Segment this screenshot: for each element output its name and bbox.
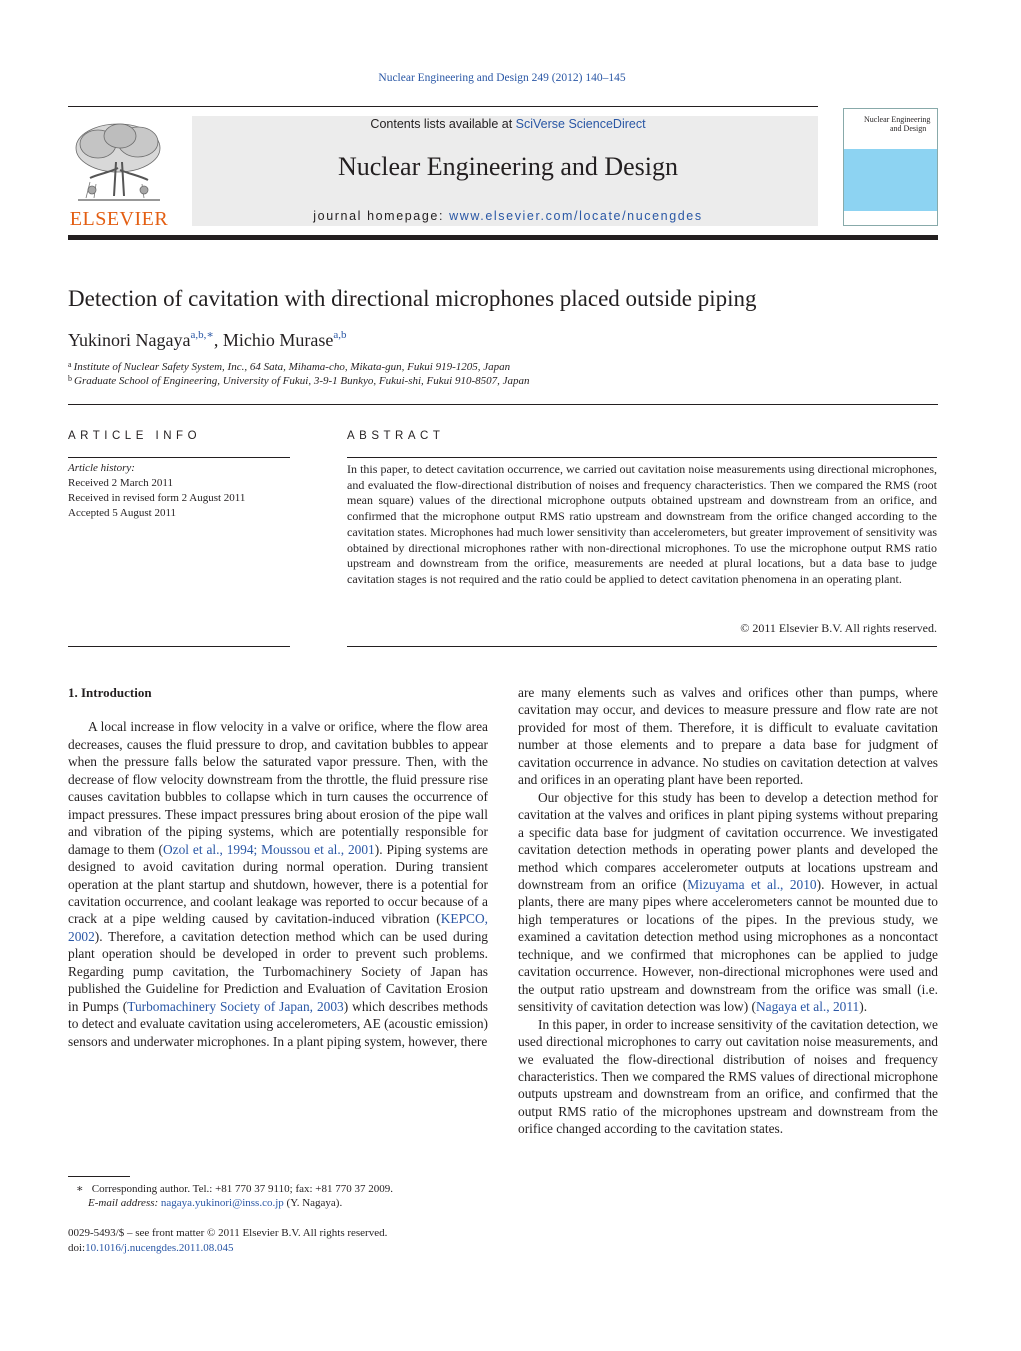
article-info-rule xyxy=(68,457,290,458)
doi-link[interactable]: 10.1016/j.nucengdes.2011.08.045 xyxy=(85,1242,234,1254)
body-column-left xyxy=(68,684,488,1050)
article-info-bottom-rule xyxy=(68,646,290,647)
corresponding-author-text: Corresponding author. Tel.: +81 770 37 9110; fax: +81 770 37 2009. xyxy=(91,1183,394,1195)
paragraph: In this paper, in order to increase sensitivity of the cavitation detection, we used directional microphones to carry out cavitation noise measurements, and we evaluated the flow-directional distribution of noises and frequency characteristics. Then we compared the RMS values of directional microphone outputs upstream and downstream from an orifice, and confirmed that the output RMS ratio of the microphones upstream and downstream from the orifice changed according to the cavitation states. xyxy=(518,1016,938,1137)
homepage-prefix: journal homepage: xyxy=(313,209,450,223)
footnote-mark: ∗ xyxy=(76,1183,84,1195)
cover-blue-band xyxy=(844,149,937,211)
citation-link[interactable]: Mizuyama et al., 2010 xyxy=(687,876,817,892)
header-rule xyxy=(68,106,818,107)
history-accepted: Accepted 5 August 2011 xyxy=(68,507,177,519)
corresponding-author-note xyxy=(68,1182,516,1197)
email-suffix: (Y. Nagaya). xyxy=(283,1197,343,1209)
author-name[interactable]: Michio Murase xyxy=(222,330,334,350)
elsevier-wordmark[interactable]: ELSEVIER xyxy=(69,208,169,230)
abstract-text: In this paper, to detect cavitation occurrence, we carried out cavitation noise measurements using directional microphones, and evaluated the flow-directional distribution of noises and frequency characteristics. Then we compared the RMS (root mean square) values of the directional microphone outputs obtained upstream and downstream from an orifice, and confirmed that the microphone output RMS ratio upstream and downstream from the orifice changed according to the cavitation states. Microphones had much lower sensitivity than accelerometers, but greater improvement of sensitivity was obtained by directional microphones rather with non-directional microphones. To use the microphone output RMS ratio upstream and downstream from the orifice, measurements are needed at plural locations, but a data base to judge cavitation stages is not required and the ratio could be applied to detect cavitation phenomena in an operating plant. xyxy=(347,462,937,586)
copyright-notice: © 2011 Elsevier B.V. All rights reserved. xyxy=(740,621,937,635)
abstract-rule xyxy=(347,457,937,458)
citation-link[interactable]: Nagaya et al., 2011 xyxy=(756,999,860,1015)
author-separator: , xyxy=(213,330,223,350)
article-history xyxy=(68,461,290,521)
history-received: Received 2 March 2011 xyxy=(68,477,173,489)
citation-link[interactable]: Turbomachinery Society of Japan, 2003 xyxy=(127,998,344,1014)
journal-reference[interactable]: Nuclear Engineering and Design 249 (2012) 140–145 xyxy=(378,72,626,84)
doi-label: doi: xyxy=(68,1242,86,1254)
citation-link[interactable]: Ozol et al., 1994; Moussou et al., 2001 xyxy=(162,841,375,857)
affiliation-mark: b xyxy=(68,374,72,383)
affiliation-text: Institute of Nuclear Safety System, Inc., 64 Sata, Mihama-cho, Mikata-gun, Fukui 919-1205, Japan xyxy=(73,361,511,373)
article-title: Detection of cavitation with directional microphones placed outside piping xyxy=(68,286,757,311)
issn-line: 0029-5493/$ – see front matter © 2011 Elsevier B.V. All rights reserved. xyxy=(68,1227,388,1239)
affiliation-mark: a xyxy=(68,360,72,369)
abstract-bottom-rule xyxy=(347,646,937,647)
history-label: Article history: xyxy=(68,462,135,474)
paragraph: A local increase in flow velocity in a valve or orifice, where the flow area decreases, causes the fluid pressure to drop, and cavitation bubbles to appear when the pressure falls below the saturated vapor pressure. Then, with the decrease of flow velocity downstream from the throttle, the fluid pressure rise causes cavitation bubbles to collapse which in turn causes the occurrence of impact pressures. These impact pressures bring about erosion of the pipe wall and vibration of the piping systems, which are potentially responsible for damage to them (Ozol et al., 1994; Moussou et al., 2001). Piping systems are designed to avoid cavitation during normal operation. During transient operation at the plant startup and shutdown, however, there is a potential for cavitation occurrence, and coolant leakage was reported to occur because of a crack at a pipe welding caused by cavitation-induced vibration (KEPCO, 2002). Therefore, a cavitation detection method which can be used during plant operation should be developed in order to prevent such problems. Regarding pump cavitation, the Turbomachinery Society of Japan has published the Guideline for Prediction and Evaluation of Cavitation Erosion in Pumps (Turbomachinery Society of Japan, 2003) which describes methods to detect and evaluate cavitation using accelerometers, AE (acoustic emission) sensors and underwater microphones. In a plant piping system, however, there xyxy=(68,719,488,1049)
homepage-link[interactable]: www.elsevier.com/locate/nucengdes xyxy=(449,209,703,223)
footnote-rule xyxy=(68,1176,130,1177)
author-list xyxy=(68,328,346,351)
email-link[interactable]: nagaya.yukinori@inss.co.jp xyxy=(160,1197,284,1209)
author-name[interactable]: Yukinori Nagaya xyxy=(68,330,191,350)
section-heading-introduction: 1. Introduction xyxy=(68,685,152,700)
section-rule xyxy=(68,404,938,405)
affiliation-text: Graduate School of Engineering, University of Fukui, 3-9-1 Bunkyo, Fukui-shi, Fukui 910-8507, Japan xyxy=(74,375,530,387)
masthead-thick-rule xyxy=(68,235,938,240)
cover-title-line2: and Design xyxy=(890,124,927,133)
doi-line xyxy=(68,1241,508,1256)
article-info-heading: ARTICLE INFO xyxy=(68,430,202,442)
citation-link[interactable]: KEPCO, 2002 xyxy=(68,911,488,944)
abstract-heading: ABSTRACT xyxy=(347,430,445,442)
contents-prefix: Contents lists available at xyxy=(370,117,516,131)
affiliation xyxy=(68,360,510,373)
email-note xyxy=(68,1196,528,1211)
paragraph: Our objective for this study has been to develop a detection method for cavitation at the valves and orifices in plant piping systems without preparing a specific data base for judgment of cavitation occurrence. We investigated cavitation detection methods in operating power plants and developed the method which compares accelerometer outputs at locations upstream and downstream from an orifice (Mizuyama et al., 2010). However, in actual plants, there are many pipes where accelerometers cannot be mounted due to high temperatures or locations of the pipes. In the previous study, we examined a cavitation detection method using microphones as a noncontact technique, and we confirmed that microphones can be applied to judge cavitation occurrence. However, non-directional microphones were used and the output ratio upstream and downstream from the orifice was small (i.e. sensitivity of cavitation detection was low) (Nagaya et al., 2011). xyxy=(518,789,938,1015)
history-revised: Received in revised form 2 August 2011 xyxy=(68,492,246,504)
body-column-right xyxy=(518,684,938,1138)
journal-cover-thumbnail[interactable] xyxy=(843,108,938,226)
paragraph-continued: are many elements such as valves and orifices other than pumps, where cavitation may occur, and devices to measure pressure and flow rate are not provided for most of them. Therefore, it is difficult to evaluate cavitation number at those elements and to prepare a data base for judgment of cavitation occurrence in advance. No studies on cavitation detection at valves and orifices in an operating plant have been reported. xyxy=(518,685,938,788)
cover-title-line1: Nuclear Engineering xyxy=(864,115,931,124)
sciencedirect-link[interactable]: SciVerse ScienceDirect xyxy=(515,117,646,131)
author-affiliation-marks[interactable]: a,b,∗ xyxy=(190,329,214,341)
email-label: E-mail address: xyxy=(88,1197,161,1209)
cover-title xyxy=(864,115,930,133)
journal-name: Nuclear Engineering and Design xyxy=(337,152,679,181)
author-affiliation-marks[interactable]: a,b xyxy=(333,329,347,341)
affiliation xyxy=(68,374,530,387)
